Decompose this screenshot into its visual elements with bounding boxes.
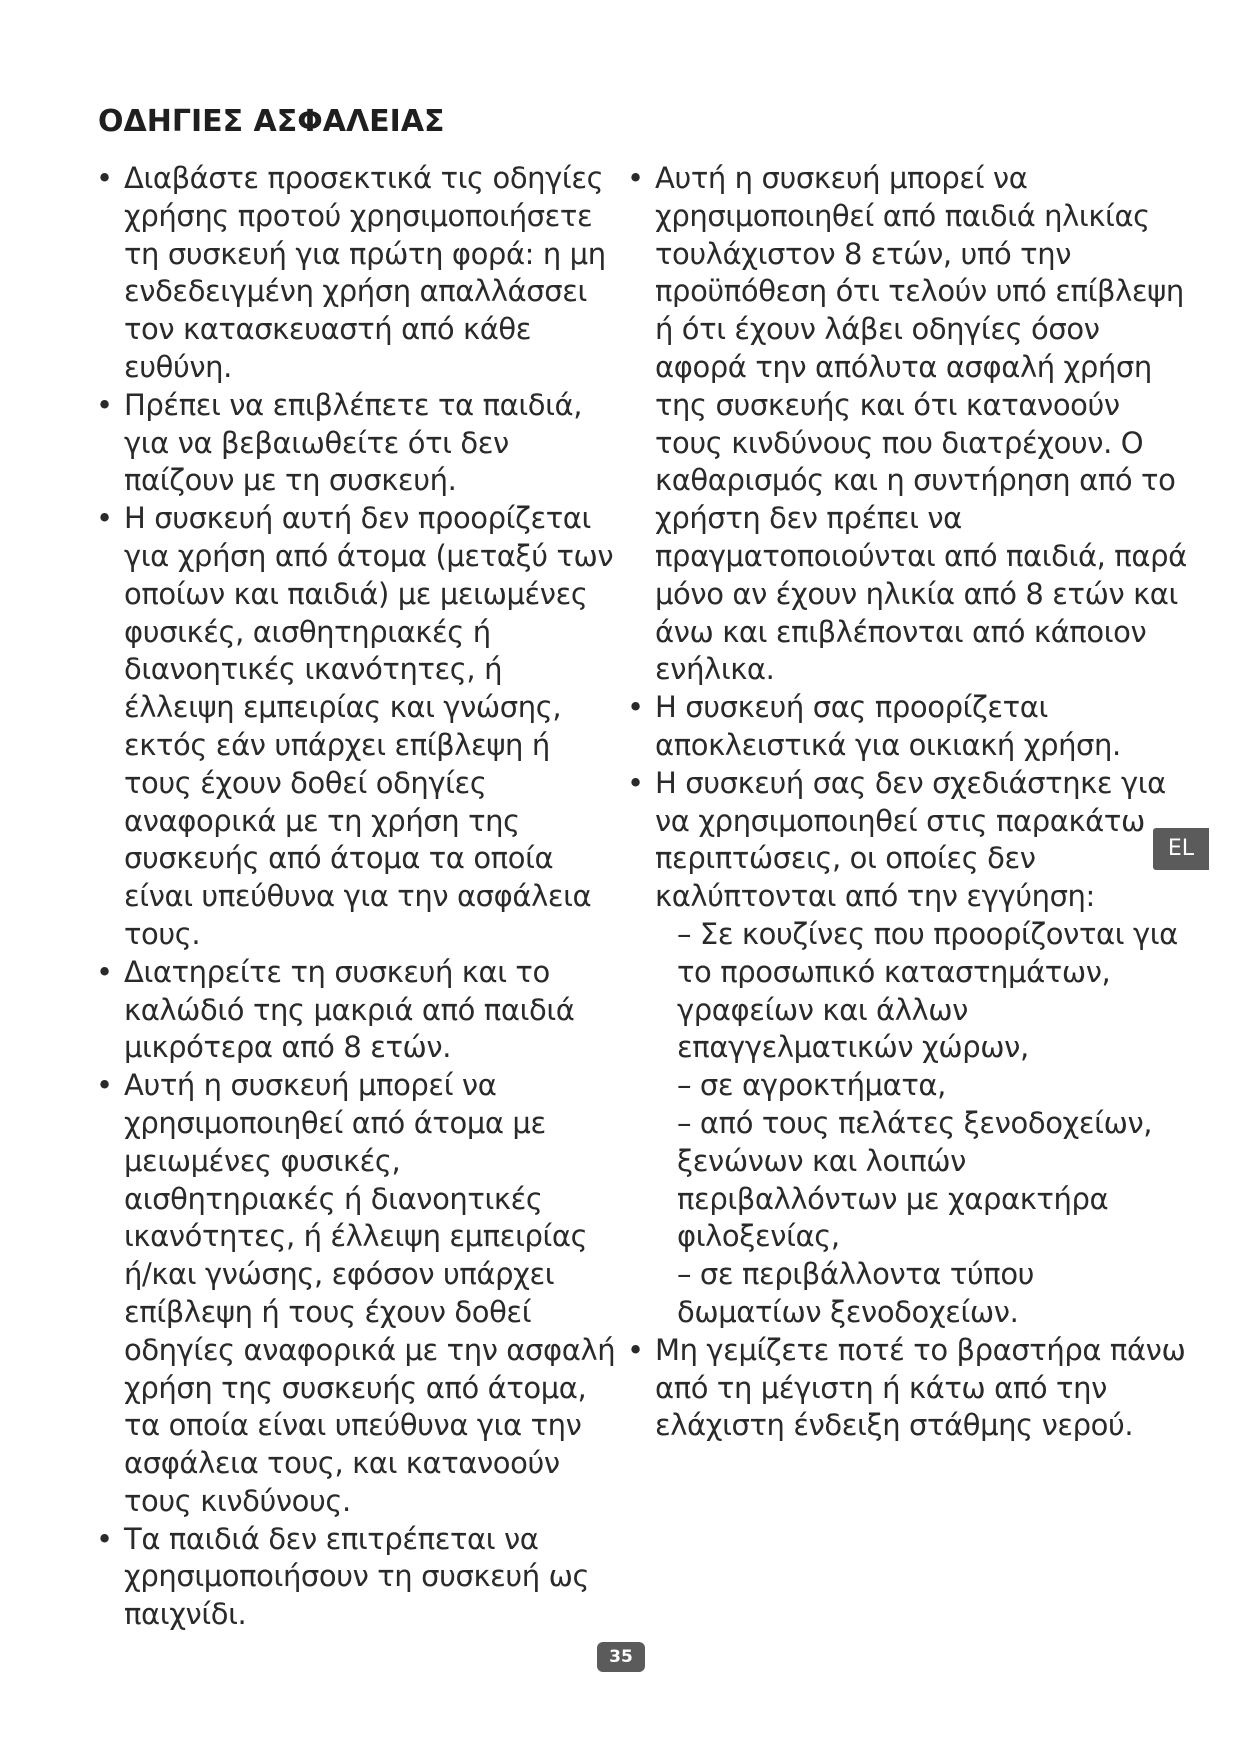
list-item: • Η συσκευή αυτή δεν προορίζεται για χρήση από άτομα (μεταξύ των οποίων και παιδιά) με μειωμένες φυσικές, αισθητηριακές ή διανοητικές ικανότητες, ή έλλειψη εμπειρίας και γνώσης, εκτός εάν υπάρχει επίβλεψη ή τους έχουν δοθεί οδηγίες αναφορικά με τη χρήση της συσκευής από άτομα τα οποία είναι υπεύθυνα για την ασφάλεια τους. <box>96 500 616 954</box>
page-title: ΟΔΗΓΙΕΣ ΑΣΦΑΛΕΙΑΣ <box>98 104 445 139</box>
list-item: • Τα παιδιά δεν επιτρέπεται να χρησιμοποιήσουν τη συσκευή ως παιχνίδι. <box>96 1521 616 1634</box>
list-item: • Αυτή η συσκευή μπορεί να χρησιμοποιηθεί από άτομα με μειωμένες φυσικές, αισθητηριακές ή διανοητικές ικανότητες, ή έλλειψη εμπειρίας ή/και γνώσης, εφόσον υπάρχει επίβλεψη ή τους έχουν δοθεί οδηγίες αναφορικά με την ασφαλή χρήση της συσκευής από άτομα, τα οποία είναι υπεύθυνα για την ασφάλεια τους, και κατανοούν τους κινδύνους. <box>96 1067 616 1521</box>
sub-list-item <box>655 1105 1187 1256</box>
exclusions-intro: Η συσκευή σας δεν σχεδιάστηκε για να χρησιμοποιηθεί στις παρακάτω περιπτώσεις, οι οποίες δεν καλύπτονται από την εγγύηση: <box>655 765 1166 914</box>
list-item: • Αυτή η συσκευή μπορεί να χρησιμοποιηθεί από παιδιά ηλικίας τουλάχιστον 8 ετών, υπό την προϋπόθεση ότι τελούν υπό επίβλεψη ή ότι έχουν λάβει οδηγίες όσον αφορά την απόλυτα ασφαλή χρήση της συσκευής και ότι κατανοούν τους κινδύνους που διατρέχουν. Ο καθαρισμός και η συντήρηση από το χρήστη δεν πρέπει να πραγματοποιούνται από παιδιά, παρά μόνο αν έχουν ηλικία από 8 ετών και άνω και επιβλέπονται από κάποιον ενήλικα. <box>627 160 1187 689</box>
left-column-list <box>96 160 616 1634</box>
exclusions-sub-list <box>655 916 1187 1332</box>
sub-list-item <box>655 1067 1187 1105</box>
language-tab: EL <box>1153 828 1209 870</box>
sub-list-item-text: – σε περιβάλλοντα τύπου δωματίων ξενοδοχείων. <box>677 1257 1035 1329</box>
page-number-badge: 35 <box>597 1642 645 1672</box>
right-column-list <box>627 160 1187 1445</box>
sub-list-item-text: – από τους πελάτες ξενοδοχείων, ξενώνων και λοιπών περιβαλλόντων με χαρακτήρα φιλοξενίας, <box>677 1105 1153 1254</box>
list-item: • Πρέπει να επιβλέπετε τα παιδιά, για να βεβαιωθείτε ότι δεν παίζουν με τη συσκευή. <box>96 387 616 500</box>
sub-list-item <box>655 1256 1187 1332</box>
sub-list-item-text: – Σε κουζίνες που προορίζονται για το προσωπικό καταστημάτων, γραφείων και άλλων επαγγελματικών χώρων, <box>677 916 1178 1065</box>
list-item-exclusions <box>627 765 1187 1332</box>
sub-list-item <box>655 916 1187 1067</box>
list-item: • Μη γεμίζετε ποτέ το βραστήρα πάνω από τη μέγιστη ή κάτω από την ελάχιστη ένδειξη στάθμης νερού. <box>627 1332 1187 1445</box>
list-item: • Διαβάστε προσεκτικά τις οδηγίες χρήσης προτού χρησιμοποιήσετε τη συσκευή για πρώτη φορά: η μη ενδεδειγμένη χρήση απαλλάσσει τον κατασκευαστή από κάθε ευθύνη. <box>96 160 616 387</box>
sub-list-item-text: – σε αγροκτήματα, <box>677 1068 946 1103</box>
list-item: • Διατηρείτε τη συσκευή και το καλώδιό της μακριά από παιδιά μικρότερα από 8 ετών. <box>96 954 616 1067</box>
list-item: • Η συσκευή σας προορίζεται αποκλειστικά για οικιακή χρήση. <box>627 689 1187 765</box>
